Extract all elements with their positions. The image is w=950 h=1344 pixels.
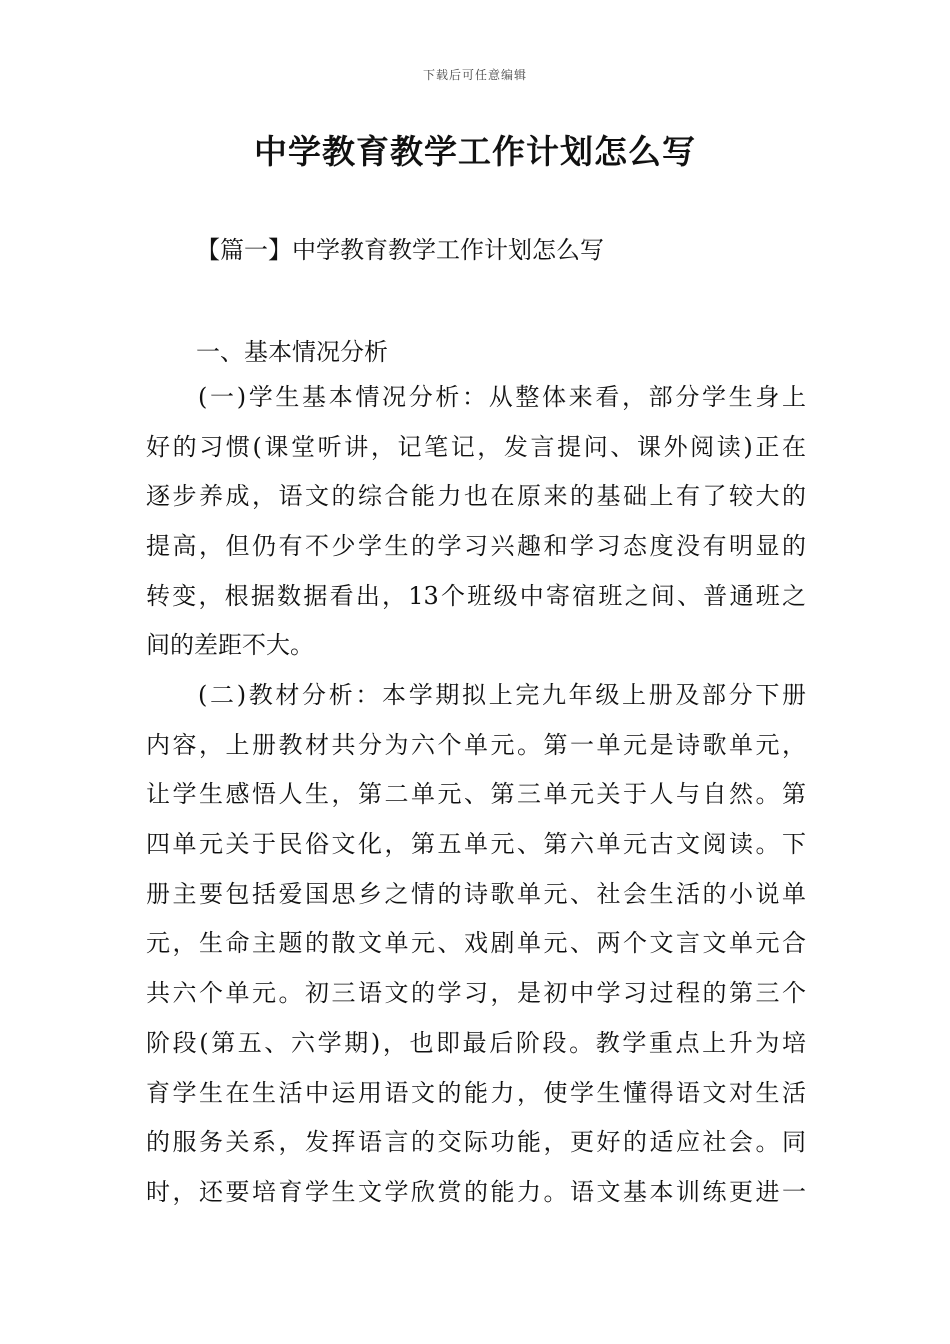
paragraph-line: 的服务关系，发挥语言的交际功能，更好的适应社会。同 — [146, 1128, 806, 1157]
paragraph-line: 元，生命主题的散文单元、戏剧单元、两个文言文单元合 — [146, 929, 806, 958]
paragraph-line: 内容，上册教材共分为六个单元。第一单元是诗歌单元， — [146, 730, 806, 759]
paragraph-textbook-analysis — [146, 671, 806, 1218]
paragraph-line: 育学生在生活中运用语文的能力，使学生懂得语文对生活 — [146, 1078, 806, 1107]
paragraph-line: 时，还要培育学生文学欣赏的能力。语文基本训练更进一 — [146, 1177, 806, 1206]
paragraph-line: 逐步养成，语文的综合能力也在原来的基础上有了较大的 — [146, 482, 806, 511]
paragraph-line: 共六个单元。初三语文的学习，是初中学习过程的第三个 — [146, 979, 806, 1008]
paragraph-student-analysis — [146, 373, 806, 671]
paragraph-line: (二)教材分析：本学期拟上完九年级上册及部分下册 — [198, 681, 806, 709]
paragraph-line: 好的习惯(课堂听讲，记笔记，发言提问、课外阅读)正在 — [146, 432, 806, 461]
paragraph-line: 间的差距不大。 — [146, 631, 314, 660]
paragraph-line: 阶段(第五、六学期)，也即最后阶段。教学重点上升为培 — [146, 1028, 806, 1057]
section-heading: 【篇一】中学教育教学工作计划怎么写 — [196, 236, 604, 264]
paragraph-line: 册主要包括爱国思乡之情的诗歌单元、社会生活的小说单 — [146, 879, 806, 908]
subheading-basic-analysis: 一、基本情况分析 — [196, 338, 388, 366]
paragraph-line: 提高，但仍有不少学生的学习兴趣和学习态度没有明显的 — [146, 532, 806, 561]
paragraph-line: 四单元关于民俗文化，第五单元、第六单元古文阅读。下 — [146, 830, 806, 859]
paragraph-line: 转变，根据数据看出，13个班级中寄宿班之间、普通班之 — [146, 581, 806, 610]
paragraph-line: 让学生感悟人生，第二单元、第三单元关于人与自然。第 — [146, 780, 806, 809]
document-title: 中学教育教学工作计划怎么写 — [254, 132, 696, 171]
paragraph-line: (一)学生基本情况分析：从整体来看，部分学生身上 — [198, 383, 806, 411]
header-note: 下载后可任意编辑 — [422, 68, 527, 82]
